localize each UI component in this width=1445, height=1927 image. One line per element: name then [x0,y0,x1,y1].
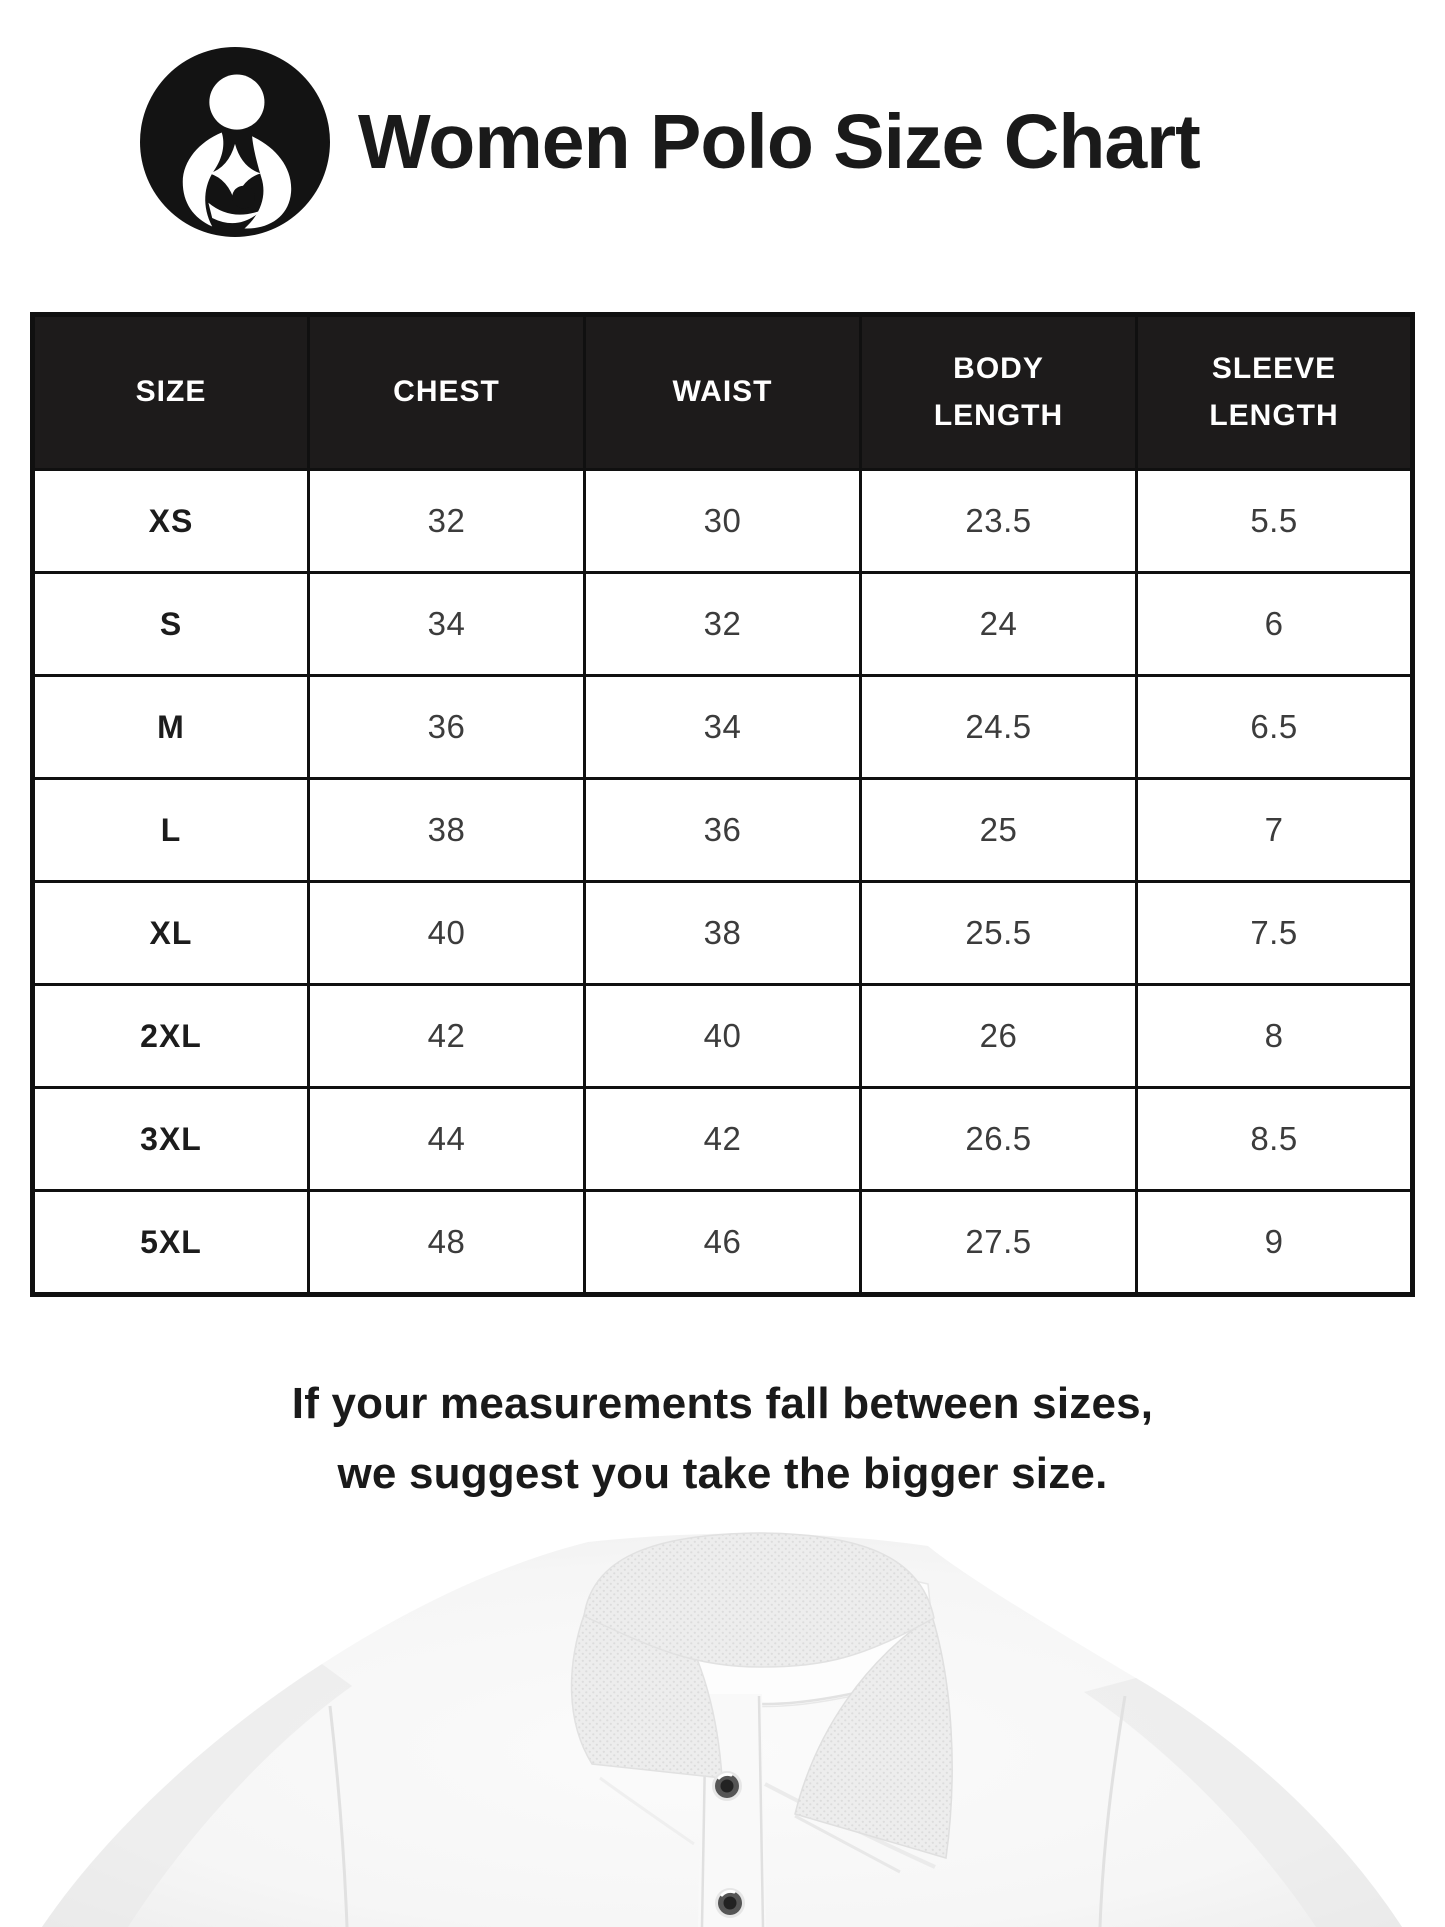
table-row-2xl [33,985,1413,1088]
body-length-value: 25 [861,779,1137,882]
chest-value: 34 [309,573,585,676]
table-row-xs [33,470,1413,573]
waist-value: 40 [585,985,861,1088]
body-length-value: 26 [861,985,1137,1088]
body-length-value: 24.5 [861,676,1137,779]
body-length-value: 23.5 [861,470,1137,573]
size-value: 2XL [33,985,309,1088]
body-length-value: 26.5 [861,1088,1137,1191]
placket-button-top [712,1771,742,1801]
header [0,0,1445,238]
polo-shirt-image [0,1526,1445,1927]
table-row-m [33,676,1413,779]
brand-logo-icon [140,47,330,237]
sleeve-length-value: 7 [1137,779,1413,882]
size-value: M [33,676,309,779]
body-length-value: 27.5 [861,1191,1137,1295]
chest-value: 42 [309,985,585,1088]
waist-value: 34 [585,676,861,779]
column-header-chest-label: CHEST [393,375,500,409]
sizing-note-line2: we suggest you take the bigger size. [337,1449,1108,1498]
size-table-body [33,470,1413,1295]
waist-value: 36 [585,779,861,882]
column-header-chest [309,315,585,470]
column-header-sleeve-length-label: SLEEVE LENGTH [1209,352,1339,432]
size-value: L [33,779,309,882]
sleeve-length-value: 5.5 [1137,470,1413,573]
chest-value: 48 [309,1191,585,1295]
sleeve-length-value: 6.5 [1137,676,1413,779]
size-value: 3XL [33,1088,309,1191]
sizing-note [0,1369,1445,1509]
waist-value: 42 [585,1088,861,1191]
waist-value: 46 [585,1191,861,1295]
sleeve-length-value: 9 [1137,1191,1413,1295]
column-header-waist-label: WAIST [672,375,773,409]
header-row [33,315,1413,470]
column-header-size-label: SIZE [135,375,207,409]
chest-value: 40 [309,882,585,985]
chest-value: 32 [309,470,585,573]
sleeve-length-value: 6 [1137,573,1413,676]
placket-button-bottom [715,1888,745,1918]
chest-value: 36 [309,676,585,779]
page-title: Women Polo Size Chart [358,98,1200,185]
sleeve-length-value: 8 [1137,985,1413,1088]
waist-value: 30 [585,470,861,573]
body-length-value: 25.5 [861,882,1137,985]
column-header-waist [585,315,861,470]
sleeve-length-value: 7.5 [1137,882,1413,985]
waist-value: 32 [585,573,861,676]
size-value: S [33,573,309,676]
body-length-value: 24 [861,573,1137,676]
chest-value: 38 [309,779,585,882]
size-value: XL [33,882,309,985]
table-row-s [33,573,1413,676]
table-row-l [33,779,1413,882]
column-header-body-length [861,315,1137,470]
table-row-5xl [33,1191,1413,1295]
sleeve-length-value: 8.5 [1137,1088,1413,1191]
sizing-note-line1: If your measurements fall between sizes, [291,1379,1154,1428]
column-header-size [33,315,309,470]
table-row-3xl [33,1088,1413,1191]
size-table-header [33,315,1413,470]
chest-value: 44 [309,1088,585,1191]
size-table [30,312,1415,1297]
column-header-body-length-label: BODY LENGTH [933,352,1064,432]
size-value: XS [33,470,309,573]
waist-value: 38 [585,882,861,985]
size-value: 5XL [33,1191,309,1295]
column-header-sleeve-length [1137,315,1413,470]
table-row-xl [33,882,1413,985]
polo-shirt-illustration [0,1526,1445,1927]
